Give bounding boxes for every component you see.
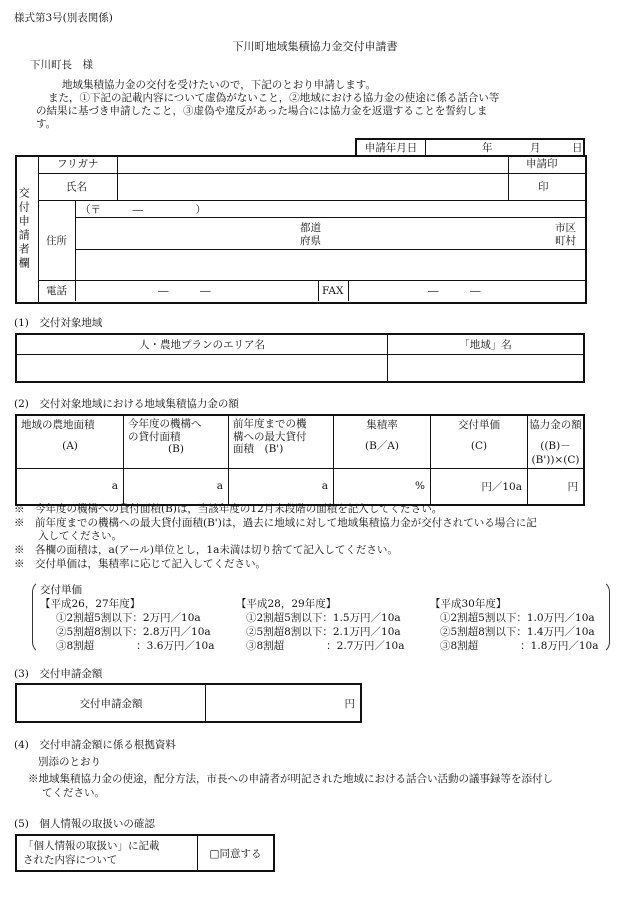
col-farmland-header (16, 415, 124, 469)
phone-field[interactable]: ― ― (158, 285, 211, 297)
amount-input[interactable]: 円 (528, 469, 585, 505)
area-name-input[interactable] (16, 354, 388, 382)
privacy-label-line-1: 「個人情報の取扱い」に記載 (23, 839, 160, 852)
rates-group2-head: 【平成28，29年度】 (236, 598, 337, 610)
rates-group3-line3: ③8割超 ：1.8万円／10a (440, 640, 599, 652)
note-area-unit: ※ 各欄の面積は，a(アール)単位とし，1a未満は切り捨てて記入してください。 (14, 544, 398, 556)
col-amount-header (528, 415, 585, 469)
area-name-header: 人・農地プランのエリア名 (16, 334, 388, 354)
col-lease-title-2: の貸付面積 (128, 430, 181, 443)
col-max-lease-title-3: 面積 (B') (233, 443, 284, 456)
prefecture-bottom: 府県 (300, 235, 321, 247)
request-amount-table (15, 683, 362, 723)
rates-title: 交付単価 (40, 584, 82, 596)
col-max-lease-title-2: 構への最大貸付 (233, 430, 307, 443)
seal-mark: 印 (538, 181, 549, 193)
page-title: 下川町地域集積協力金交付申請書 (232, 40, 398, 53)
address-label: 住所 (46, 235, 67, 247)
note-max-lease-1: ※ 前年度までの機構への最大貸付面積(B')は，過去に地域に対して地域集積協力金が交付されている場合に記 (14, 517, 537, 529)
form-number: 様式第3号(別表関係) (14, 12, 113, 24)
application-date-box (355, 138, 585, 156)
max-lease-area-input[interactable]: a (229, 469, 334, 505)
col-farmland-title: 地域の農地面積 (21, 419, 95, 431)
day-label: 日 (572, 142, 583, 154)
col-max-lease-title-1: 前年度までの機 (233, 418, 307, 430)
target-area-table (15, 333, 585, 383)
rates-group3-head: 【平成30年度】 (430, 598, 507, 610)
col-amount-formula: ((B)－(B'))×(C) (531, 439, 580, 467)
note-lease-area: ※ 今年度の機構への貸付面積(B)は，当該年度の12月末段階の面積を記入してください。 (14, 503, 443, 515)
privacy-label (16, 835, 198, 871)
section4-heading: (4) 交付申請金額に係る根拠資料 (14, 739, 176, 751)
request-amount-label: 交付申請金額 (16, 684, 206, 722)
rates-group1-line1: ①2割超5割以下：2万円／10a (56, 612, 201, 624)
subsidy-calc-table (15, 414, 585, 506)
col-rate-header (334, 415, 431, 469)
col-amount-title: 協力金の額 (529, 419, 582, 431)
intro-line-4: す。 (36, 118, 57, 130)
request-amount-input[interactable]: 円 (206, 684, 362, 722)
addressee: 下川町長 様 (30, 59, 93, 71)
col-lease-header (124, 415, 229, 469)
date-label: 申請年月日 (356, 139, 426, 156)
phone-label: 電話 (46, 285, 67, 297)
col-unit-price-symbol: (C) (470, 439, 488, 452)
unit-price-input[interactable]: 円／10a (431, 469, 528, 505)
name-input[interactable] (119, 175, 507, 199)
fax-field[interactable]: ― ― (428, 285, 481, 297)
note-unit-price: ※ 交付単価は，集積率に応じて記入してください。 (14, 558, 266, 570)
address-detail-input[interactable] (77, 251, 583, 279)
privacy-agree-checkbox[interactable]: □同意する (198, 835, 275, 871)
rates-group2-line3: ③8割超 ：2.7万円／10a (246, 640, 405, 652)
section3-heading: (3) 交付申請金額 (14, 668, 103, 680)
rates-group3-line2: ②5割超8割以下：1.4万円／10a (440, 626, 595, 638)
col-max-lease-header (229, 415, 334, 469)
col-rate-symbol: (B／A) (365, 439, 399, 452)
intro-line-3: の結果に基づき申請したこと，③虚偽や違反があった場合には協力金を返還することを誓約しま (36, 105, 488, 117)
rate-input[interactable]: % (334, 469, 431, 505)
section2-heading: (2) 交付対象地域における地域集積協力金の額 (14, 398, 239, 410)
privacy-table (15, 834, 275, 872)
section4-attachment: 別添のとおり (38, 756, 101, 768)
rates-group1-line3: ③8割超 ：3.6万円／10a (56, 640, 215, 652)
col-unit-price-header (431, 415, 528, 469)
col-lease-symbol: (B) (168, 443, 184, 456)
rates-group2-line2: ②5割超8割以下：2.1万円／10a (246, 626, 401, 638)
year-label: 年 (482, 142, 493, 154)
postal-code-field[interactable]: （〒 ― ） (80, 204, 206, 216)
lease-area-input[interactable]: a (124, 469, 229, 505)
col-lease-title-1: 今年度の機構へ (128, 418, 202, 430)
region-name-header: 「地域」名 (388, 334, 585, 354)
section1-heading: (1) 交付対象地域 (14, 317, 103, 329)
fax-label: FAX (322, 285, 344, 297)
section4-note-2: てください。 (42, 787, 105, 799)
date-field[interactable] (426, 139, 585, 156)
rates-group1-line2: ②5割超8割以下：2.8万円／10a (56, 626, 211, 638)
section4-note-1: ※地域集積協力金の使途，配分方法，市長への申請者が明記された地域における話合い活動の議事録等を添付し (28, 773, 553, 785)
note-max-lease-2: 入してください。 (38, 530, 122, 542)
col-unit-price-title: 交付単価 (458, 419, 500, 431)
rates-group3-line1: ①2割超5割以下：1.0万円／10a (440, 612, 595, 624)
farmland-area-input[interactable]: a (16, 469, 124, 505)
seal-label: 申請印 (526, 158, 558, 170)
furigana-label: フリガナ (57, 158, 99, 170)
applicant-side-label: 交付申請者欄 (17, 187, 31, 271)
rates-group1-head: 【平成26，27年度】 (40, 598, 141, 610)
prefecture-top: 都道 (300, 222, 321, 234)
rates-group2-line1: ①2割超5割以下：1.5万円／10a (246, 612, 401, 624)
intro-line-1: 地域集積協力金の交付を受けたいので，下記のとおり申請します。 (62, 79, 376, 91)
city-top: 市区 (555, 222, 576, 234)
month-label: 月 (530, 142, 541, 154)
intro-line-2: また，①下記の記載内容について虚偽がないこと，②地域における協力金の使途に係る話合い等 (48, 92, 500, 104)
furigana-input[interactable] (119, 156, 507, 172)
city-bottom: 町村 (555, 235, 576, 247)
name-label: 氏名 (66, 181, 87, 193)
privacy-label-line-2: された内容について (23, 854, 118, 866)
col-rate-title: 集積率 (366, 419, 398, 431)
section5-heading: (5) 個人情報の取扱いの確認 (14, 818, 155, 830)
region-name-input[interactable] (388, 354, 585, 382)
col-farmland-symbol: (A) (62, 439, 78, 452)
